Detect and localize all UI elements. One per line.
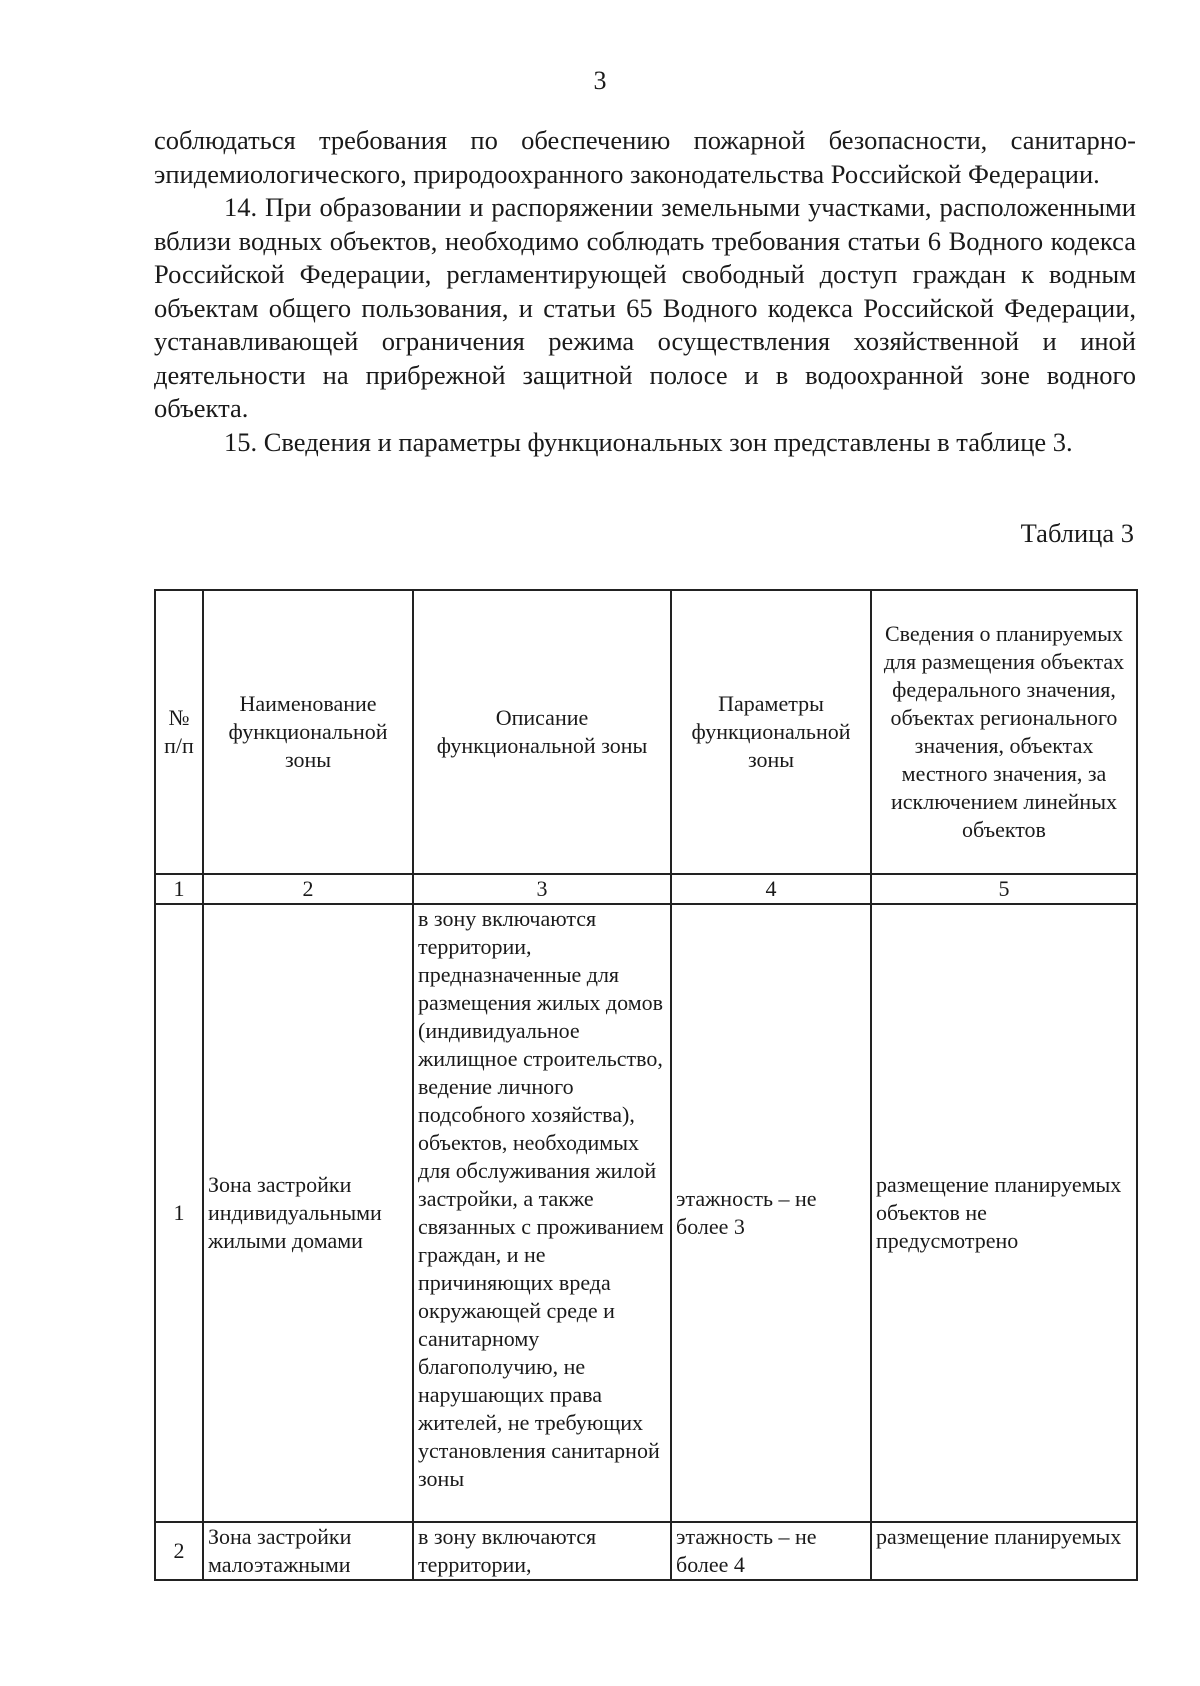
header-zone-description: Описание функциональной зоны <box>413 590 671 874</box>
column-number: 3 <box>413 874 671 904</box>
header-zone-parameters: Параметры функциональной зоны <box>671 590 871 874</box>
table-header-row <box>155 590 1137 874</box>
row-number: 2 <box>155 1522 203 1580</box>
zone-name: Зона застройки малоэтажными <box>203 1522 413 1580</box>
zone-parameters: этажность – не более 4 <box>671 1522 871 1580</box>
column-number-row <box>155 874 1137 904</box>
functional-zones-table <box>154 589 1138 1581</box>
zone-name: Зона застройки индивидуальными жилыми домами <box>203 904 413 1522</box>
zone-description: в зону включаются территории, предназначенные для размещения жилых домов (индивидуальное жилищное строительство, ведение личного подсобного хозяйства), объектов, необходимых для обслуживания жилой застройки, а также связанных с проживанием граждан, и не причиняющих вреда окружающей среде и санитарному благополучию, не нарушающих права жителей, не требующих установления санитарной зоны <box>413 904 671 1522</box>
column-number: 2 <box>203 874 413 904</box>
table-caption: Таблица 3 <box>1020 518 1134 548</box>
row-number: 1 <box>155 904 203 1522</box>
page-number: 3 <box>593 66 607 95</box>
zone-description: в зону включаются территории, <box>413 1522 671 1580</box>
header-number: № п/п <box>155 590 203 874</box>
column-number: 5 <box>871 874 1137 904</box>
paragraph-13-continuation: соблюдаться требования по обеспечению пожарной безопасности, санитарно-эпидемиологического, природоохранного законодательства Российской Федерации. <box>154 125 1136 189</box>
paragraph-15: 15. Сведения и параметры функциональных зон представлены в таблице 3. <box>224 426 1073 457</box>
planned-objects: размещение планируемых объектов не предусмотрено <box>871 904 1137 1522</box>
column-number: 1 <box>155 874 203 904</box>
column-number: 4 <box>671 874 871 904</box>
paragraph-14: 14. При образовании и распоряжении земельными участками, расположенными вблизи водных объектов, необходимо соблюдать требования статьи 6 Водного кодекса Российской Федерации, регламентирующей свободный доступ граждан к водным объектам общего пользования, и статьи 65 Водного кодекса Российской Федерации, устанавливающей ограничения режима осуществления хозяйственной и иной деятельности на прибрежной защитной полосе и в водоохранной зоне водного объекта. <box>154 192 1136 423</box>
zone-parameters: этажность – не более 3 <box>671 904 871 1522</box>
header-zone-name: Наименование функциональной зоны <box>203 590 413 874</box>
table-row <box>155 1522 1137 1580</box>
table-row <box>155 904 1137 1522</box>
planned-objects: размещение планируемых <box>871 1522 1137 1580</box>
body-text <box>154 124 1136 459</box>
header-planned-objects: Сведения о планируемых для размещения объектах федерального значения, объектах регионального значения, объектах местного значения, за исключением линейных объектов <box>871 590 1137 874</box>
